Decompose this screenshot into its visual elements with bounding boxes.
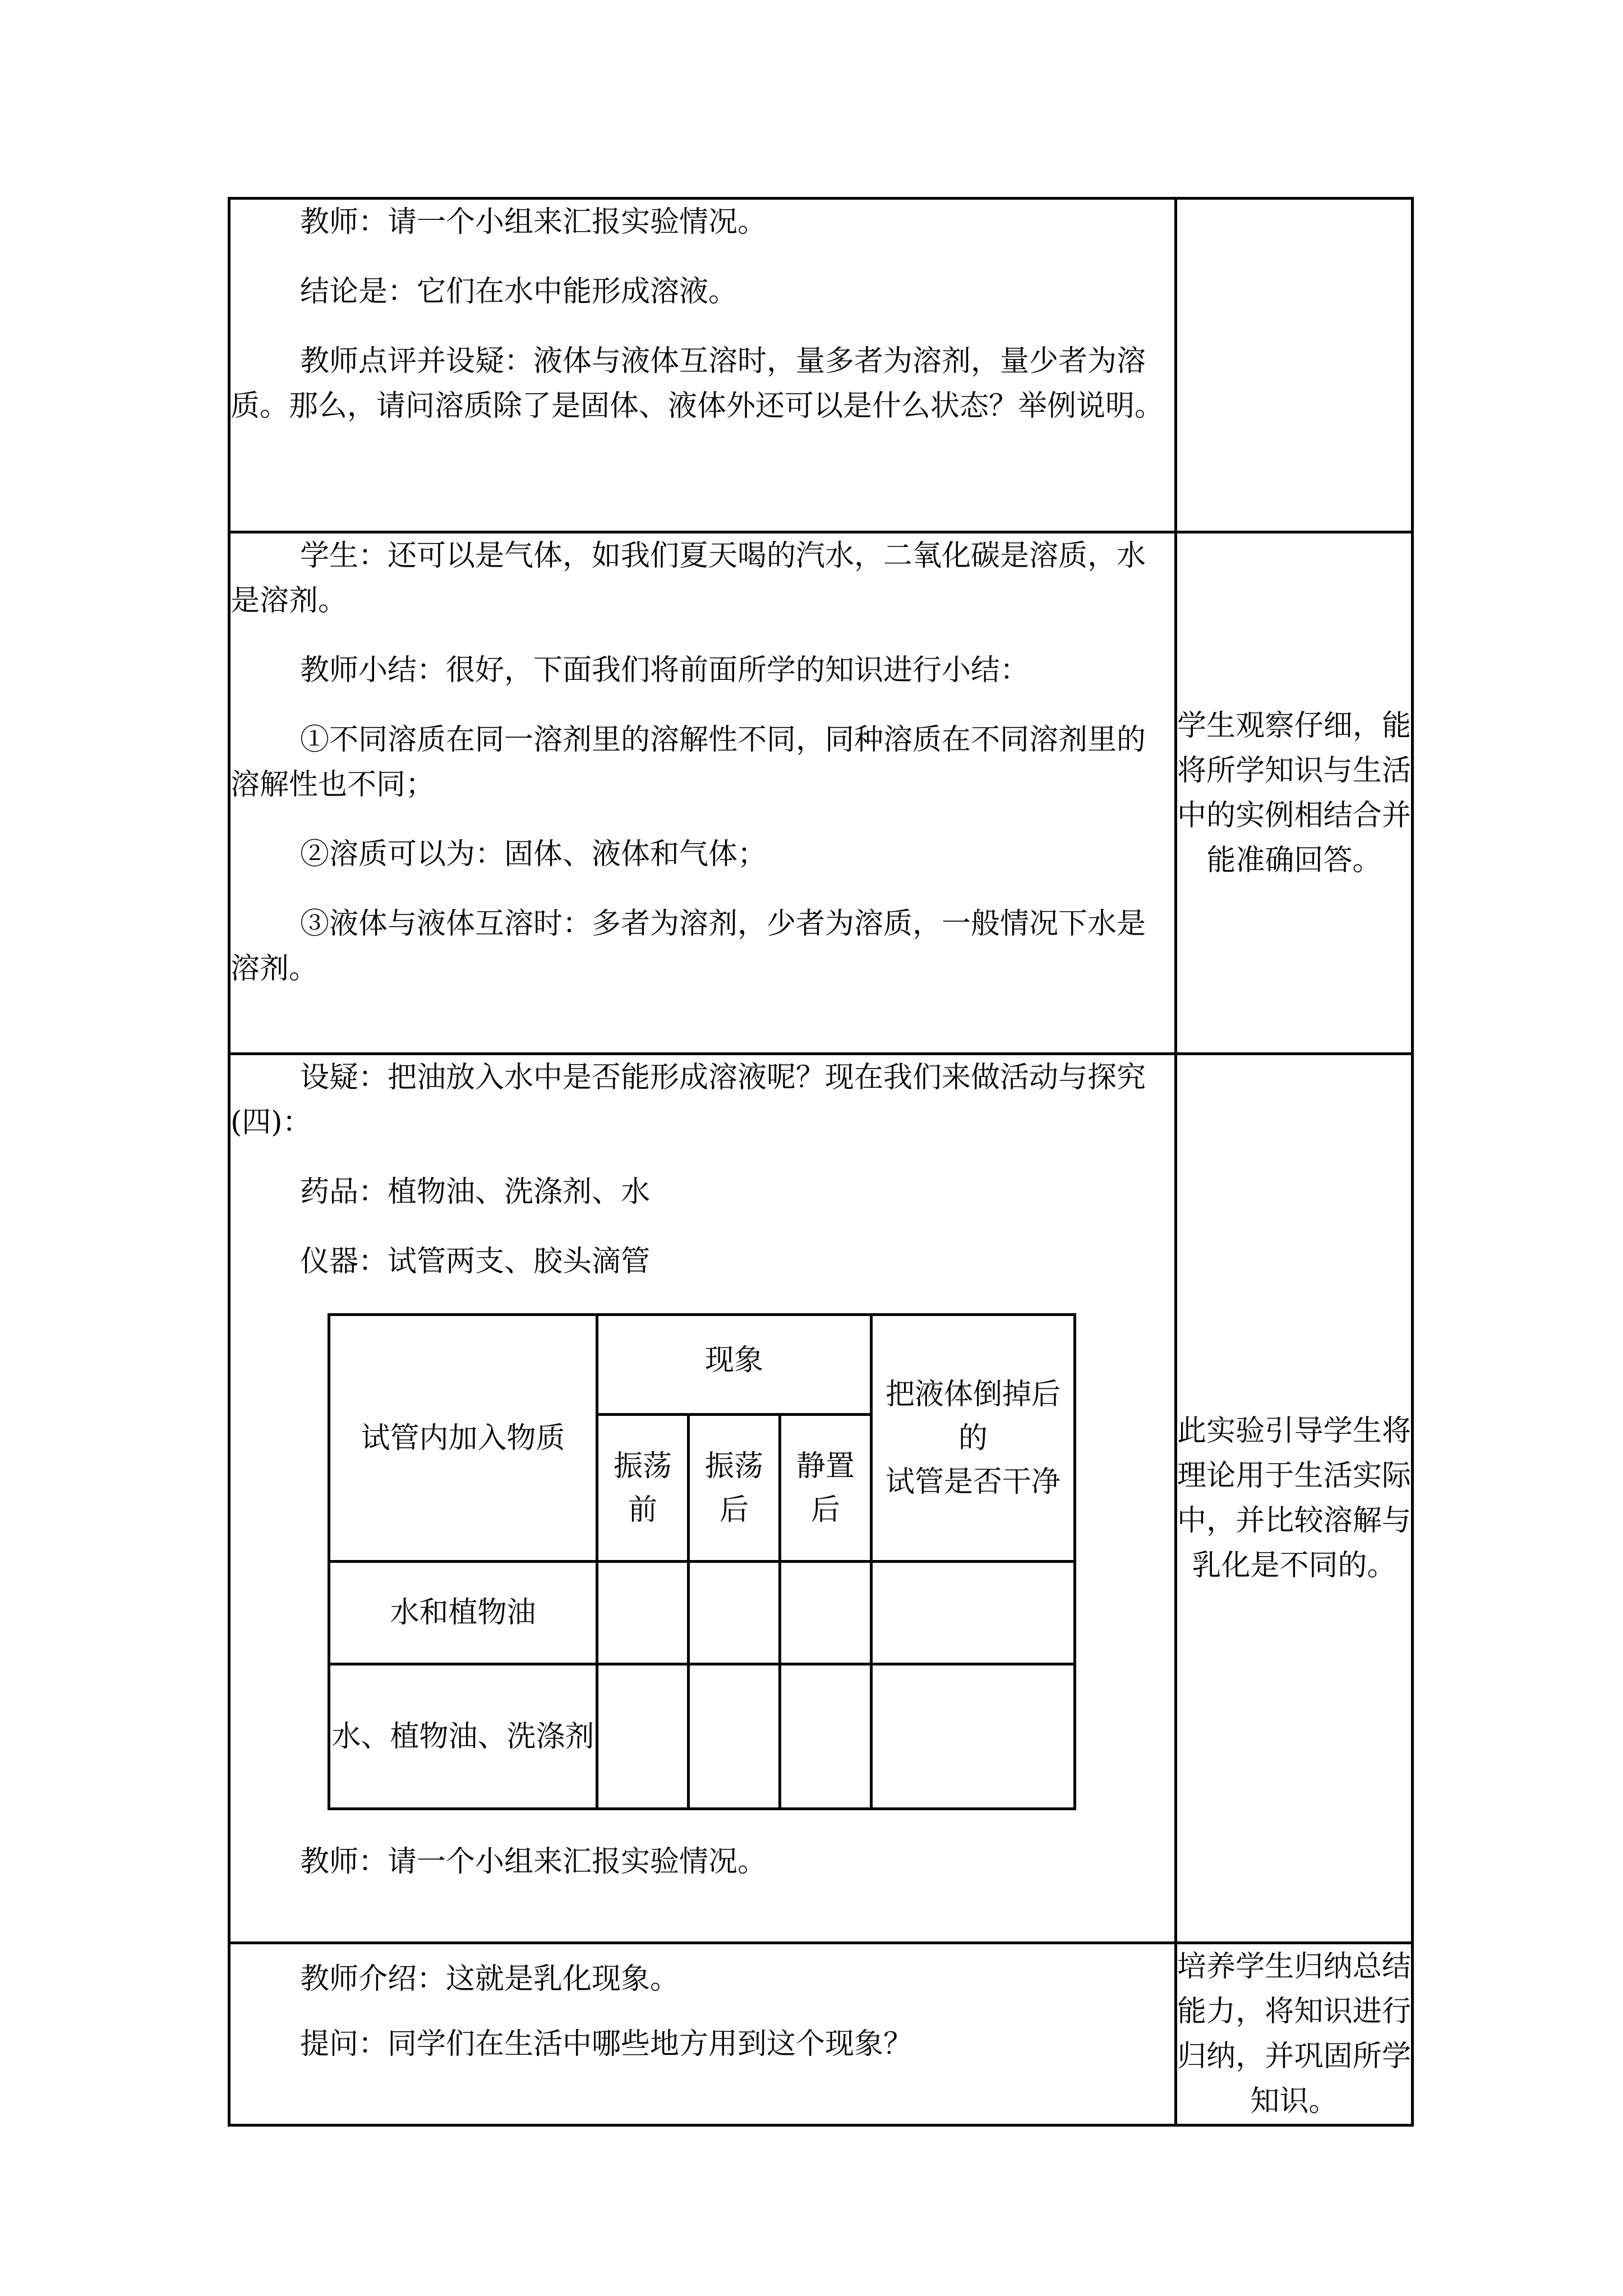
paragraph: 结论是：它们在水中能形成溶液。: [300, 275, 738, 309]
paragraph: 设疑：把油放入水中是否能形成溶液呢？现在我们来做活动与探究(四)：: [230, 1061, 1146, 1139]
paragraph: ①不同溶质在同一溶剂里的溶解性不同，同种溶质在不同溶剂里的溶解性也不同；: [230, 723, 1146, 802]
subheader-before-shaking: 振荡 前: [597, 1415, 689, 1562]
paragraph: 仪器：试管两支、胶头滴管: [300, 1245, 651, 1278]
experiment-table: [328, 1313, 1076, 1810]
paragraph: 教师点评并设疑：液体与液体互溶时，量多者为溶剂，量少者为溶质。那么，请问溶质除了是固体、液体外还可以是什么状态？举例说明。: [230, 344, 1164, 423]
empty-cell: [780, 1664, 872, 1809]
subheader-after-standing: 静置 后: [780, 1415, 872, 1562]
design-intent-text: 学生观察仔细，能将所学知识与生活中的实例相结合并能准确回答。: [1177, 708, 1411, 877]
header-phenomenon: 现象: [597, 1315, 872, 1415]
empty-cell: [689, 1562, 780, 1664]
paragraph: 教师：请一个小组来汇报实验情况。: [300, 205, 767, 239]
header-substance: 试管内加入物质: [329, 1315, 597, 1562]
lesson-plan-table: [228, 197, 1414, 2127]
empty-cell: [597, 1664, 689, 1809]
empty-cell: [689, 1664, 780, 1809]
empty-cell: [872, 1664, 1075, 1809]
paragraph: 提问：同学们在生活中哪些地方用到这个现象？: [300, 2027, 913, 2061]
paragraph: ②溶质可以为：固体、液体和气体；: [300, 838, 767, 871]
lesson-row-1: [229, 199, 1413, 532]
paragraph: 教师小结：很好，下面我们将前面所学的知识进行小结：: [300, 654, 1030, 687]
paragraph: 教师：请一个小组来汇报实验情况。: [300, 1845, 767, 1879]
lesson-row-2: [229, 532, 1413, 1054]
design-intent-text: 培养学生归纳总结能力，将知识进行归纳，并巩固所学知识。: [1177, 1950, 1411, 2118]
teaching-process-cell: [229, 1054, 1176, 1943]
paragraph: 学生：还可以是气体，如我们夏天喝的汽水，二氧化碳是溶质，水是溶剂。: [230, 539, 1146, 618]
empty-cell: [597, 1562, 689, 1664]
table-row: [329, 1562, 1075, 1664]
subheader-after-shaking: 振荡 后: [689, 1415, 780, 1562]
design-intent-cell: [1176, 1054, 1413, 1943]
design-intent-cell: [1176, 1943, 1413, 2125]
paragraph: 教师介绍：这就是乳化现象。: [300, 1962, 680, 1996]
teaching-process-cell: [229, 532, 1176, 1054]
design-intent-text: 此实验引导学生将理论用于生活实际中，并比较溶解与乳化是不同的。: [1177, 1414, 1411, 1582]
empty-cell: [780, 1562, 872, 1664]
lesson-row-4: [229, 1943, 1413, 2125]
table-row: [329, 1664, 1075, 1809]
experiment-table-wrapper: [328, 1313, 1174, 1810]
substance-cell: 水、植物油、洗涤剂: [329, 1664, 597, 1809]
lesson-row-3: [229, 1054, 1413, 1943]
teaching-process-cell: [229, 199, 1176, 532]
paragraph: 药品：植物油、洗涤剂、水: [300, 1175, 651, 1209]
empty-cell: [872, 1562, 1075, 1664]
teaching-process-cell: [229, 1943, 1176, 2125]
paragraph: ③液体与液体互溶时：多者为溶剂，少者为溶质，一般情况下水是溶剂。: [230, 907, 1146, 986]
design-intent-cell: [1176, 532, 1413, 1054]
design-intent-cell: [1176, 199, 1413, 532]
header-tube-clean: 把液体倒掉后 的 试管是否干净: [872, 1315, 1075, 1562]
substance-cell: 水和植物油: [329, 1562, 597, 1664]
